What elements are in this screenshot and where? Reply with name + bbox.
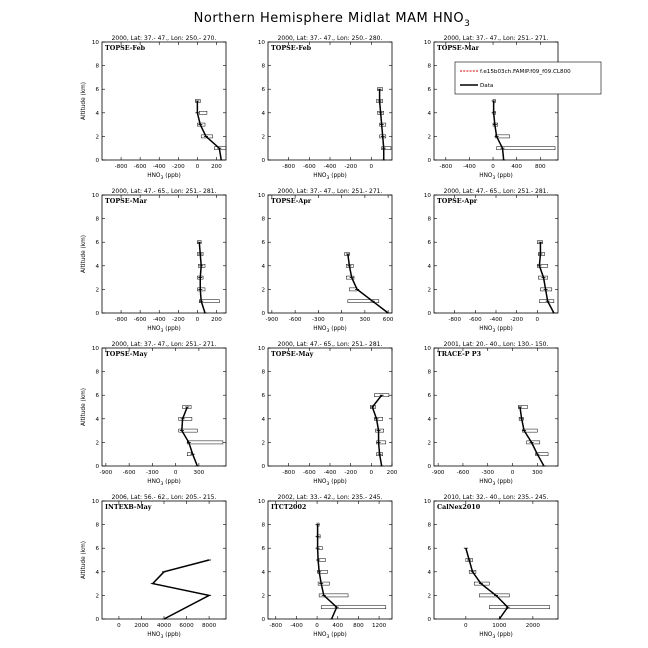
x-axis-label-subscript: 3 <box>160 176 164 181</box>
x-axis-label-text: HNO <box>313 632 327 638</box>
y-tick-label: 0 <box>427 158 431 164</box>
panel-header: 2000, Lat: 47.- 65., Lon: 251.- 281. <box>111 188 217 195</box>
x-tick-label: -400 <box>323 164 337 170</box>
y-tick-label: 6 <box>261 87 265 94</box>
x-axis-label-text: HNO <box>147 479 161 485</box>
y-tick-label: 10 <box>257 346 265 352</box>
x-axis-label-text: HNO <box>313 326 327 332</box>
panel-7 <box>81 341 226 487</box>
x-tick-label: -600 <box>288 317 302 323</box>
x-axis-label-text: HNO <box>479 326 493 332</box>
panel-campaign-label: CalNex2010 <box>437 503 481 511</box>
x-axis-label <box>147 632 181 640</box>
x-tick-label: 200 <box>211 164 222 170</box>
y-tick-label: 10 <box>423 346 431 352</box>
panel-header: 2006, Lat: 56.- 62., Lon: 205.- 215. <box>111 494 217 501</box>
y-tick-label: 10 <box>257 40 265 46</box>
y-tick-label: 8 <box>261 63 265 70</box>
y-tick-label: 0 <box>427 464 431 470</box>
x-axis-label <box>313 173 347 181</box>
y-tick-label: 2 <box>261 593 265 600</box>
x-tick-label: 2000 <box>134 623 149 629</box>
panel-5 <box>258 188 394 334</box>
x-axis-label-unit: (ppb) <box>163 326 181 332</box>
y-tick-label: 6 <box>261 240 265 247</box>
y-tick-label: 6 <box>95 393 99 400</box>
y-tick-label: 6 <box>427 87 431 94</box>
y-tick-label: 10 <box>257 499 265 505</box>
y-tick-label: 8 <box>261 216 265 223</box>
y-tick-label: 6 <box>427 546 431 553</box>
y-tick-label: 0 <box>427 617 431 623</box>
y-tick-label: 6 <box>427 393 431 400</box>
x-axis-label <box>479 479 513 487</box>
x-tick-label: -800 <box>114 317 128 323</box>
y-axis-label: Altitude (km) <box>81 540 87 580</box>
y-tick-label: 2 <box>427 440 431 447</box>
data-box <box>497 147 555 150</box>
panel-1 <box>81 35 226 181</box>
x-tick-label: 0 <box>339 317 344 323</box>
y-tick-label: 8 <box>95 216 99 223</box>
panel-campaign-label: TRACE-P P3 <box>437 350 482 358</box>
panel-2 <box>258 35 392 181</box>
x-axis-label-text: HNO <box>147 632 161 638</box>
y-axis-label: Altitude (km) <box>81 387 87 427</box>
y-tick-label: 8 <box>261 522 265 529</box>
y-tick-label: 2 <box>95 440 99 447</box>
x-axis-label-unit: (ppb) <box>163 173 181 179</box>
panel-campaign-label: INTEXB-May <box>105 503 152 511</box>
x-axis-label-text: HNO <box>313 479 327 485</box>
panel-campaign-label: ITCT2002 <box>271 503 307 511</box>
x-tick-label: -400 <box>152 164 166 170</box>
data-box <box>199 111 207 114</box>
data-profile-line <box>197 101 221 160</box>
x-tick-label: -900 <box>99 470 113 476</box>
plot-frame <box>102 348 226 466</box>
y-tick-label: 10 <box>423 40 431 46</box>
panel-campaign-label: TOPSE-Feb <box>105 44 146 52</box>
y-tick-label: 4 <box>261 569 265 576</box>
x-axis-label-subscript: 3 <box>326 176 330 181</box>
y-tick-label: 0 <box>261 464 265 470</box>
x-axis-label <box>147 479 181 487</box>
x-tick-label: -200 <box>344 470 358 476</box>
plot-frame <box>102 195 226 313</box>
y-tick-label: 0 <box>95 464 99 470</box>
y-tick-label: 4 <box>261 110 265 117</box>
x-tick-label: 6000 <box>179 623 194 629</box>
y-tick-label: 2 <box>95 134 99 141</box>
x-tick-label: 0 <box>173 470 178 476</box>
panel-campaign-label: TOPSE-Mar <box>105 197 147 205</box>
y-tick-label: 4 <box>95 110 99 117</box>
y-tick-label: 2 <box>95 593 99 600</box>
data-profile-line <box>182 407 198 466</box>
y-tick-label: 4 <box>95 569 99 576</box>
y-tick-label: 8 <box>261 369 265 376</box>
y-tick-label: 10 <box>423 193 431 199</box>
x-tick-label: -200 <box>344 164 358 170</box>
title-subscript: 3 <box>464 19 471 29</box>
x-tick-label: 0 <box>315 623 319 629</box>
x-axis-label-text: HNO <box>479 479 493 485</box>
panel-header: 2000, Lat: 37.- 47., Lon: 251.- 271. <box>111 341 217 348</box>
y-tick-label: 6 <box>261 546 265 553</box>
y-tick-label: 10 <box>257 193 265 199</box>
x-axis-label-subscript: 3 <box>160 482 164 487</box>
x-tick-label: -800 <box>282 470 296 476</box>
x-tick-label: 800 <box>534 164 546 170</box>
x-tick-label: -600 <box>468 317 482 323</box>
plot-frame <box>434 348 558 466</box>
data-box <box>187 453 191 456</box>
y-tick-label: 8 <box>427 369 431 376</box>
x-tick-label: 4000 <box>156 623 172 629</box>
panel-10 <box>81 494 226 640</box>
y-tick-label: 10 <box>91 346 99 352</box>
x-tick-label: -600 <box>133 164 147 170</box>
x-tick-label: -400 <box>489 317 503 323</box>
x-axis-label-unit: (ppb) <box>329 173 347 179</box>
y-tick-label: 6 <box>427 240 431 247</box>
plot-frame <box>434 501 558 619</box>
y-tick-label: 6 <box>95 87 99 94</box>
data-profile-line <box>520 407 544 466</box>
y-tick-label: 6 <box>95 546 99 553</box>
x-axis-label-subscript: 3 <box>160 635 164 640</box>
y-tick-label: 10 <box>91 40 99 46</box>
y-tick-label: 4 <box>427 569 431 576</box>
legend-model-label: f.e15b03ch.FAMIP.f09_f09.CL800 <box>480 69 571 75</box>
y-tick-label: 4 <box>261 263 265 270</box>
x-tick-label: -400 <box>323 470 337 476</box>
x-axis-label-unit: (ppb) <box>163 632 181 638</box>
x-tick-label: 300 <box>531 470 543 476</box>
x-tick-label: -600 <box>302 470 316 476</box>
x-axis-label <box>479 632 513 640</box>
y-tick-label: 4 <box>261 416 265 423</box>
y-tick-label: 0 <box>95 617 99 623</box>
x-tick-label: -600 <box>456 470 470 476</box>
x-tick-label: 2000 <box>525 623 540 629</box>
title-text: Northern Hemisphere Midlat MAM HNO <box>193 11 465 26</box>
plot-frame <box>102 42 226 160</box>
y-tick-label: 2 <box>427 287 431 294</box>
plot-frame <box>268 42 392 160</box>
x-tick-label: 400 <box>332 623 344 629</box>
panel-campaign-label: TOPSE-Apr <box>437 197 478 205</box>
legend-box <box>455 62 601 94</box>
x-tick-label: -600 <box>122 470 136 476</box>
x-axis-label-subscript: 3 <box>492 482 496 487</box>
x-tick-label: 0 <box>491 164 495 170</box>
x-tick-label: 200 <box>386 470 398 476</box>
panel-header: 2000, Lat: 47.- 65., Lon: 251.- 281. <box>443 188 549 195</box>
x-tick-label: 0 <box>510 470 515 476</box>
panel-header: 2002, Lat: 33.- 42., Lon: 235.- 245. <box>277 494 383 501</box>
x-tick-label: 300 <box>359 317 371 323</box>
x-axis-label-subscript: 3 <box>326 329 330 334</box>
x-tick-label: 0 <box>369 164 374 170</box>
x-tick-label: 200 <box>211 317 222 323</box>
x-tick-label: -800 <box>269 623 283 629</box>
x-axis-label-text: HNO <box>147 173 161 179</box>
x-tick-label: -800 <box>439 164 453 170</box>
x-tick-label: -600 <box>133 317 147 323</box>
y-tick-label: 8 <box>427 522 431 529</box>
x-axis-label-unit: (ppb) <box>495 632 513 638</box>
x-tick-label: 1000 <box>492 623 507 629</box>
y-axis-label: Altitude (km) <box>81 81 87 121</box>
panel-4 <box>81 188 226 334</box>
x-tick-label: 0 <box>195 317 200 323</box>
x-axis-label-text: HNO <box>479 632 493 638</box>
y-tick-label: 2 <box>95 287 99 294</box>
data-profile-line <box>494 101 504 160</box>
x-axis-label-unit: (ppb) <box>495 173 513 179</box>
y-tick-label: 2 <box>261 287 265 294</box>
x-tick-label: -300 <box>146 470 159 476</box>
data-profile-line <box>466 548 508 619</box>
panel-6 <box>424 188 558 334</box>
x-tick-label: -900 <box>265 317 279 323</box>
y-tick-label: 10 <box>91 499 99 505</box>
x-tick-label: -400 <box>463 164 476 170</box>
y-tick-label: 2 <box>427 593 431 600</box>
y-tick-label: 8 <box>427 216 431 223</box>
panel-campaign-label: TOPSE-Mar <box>437 44 479 52</box>
y-tick-label: 0 <box>261 617 265 623</box>
y-tick-label: 4 <box>427 263 431 270</box>
y-tick-label: 0 <box>427 311 431 317</box>
panel-header: 2000, Lat: 37.- 47., Lon: 250.- 280. <box>277 35 383 42</box>
y-tick-label: 4 <box>95 416 99 423</box>
y-tick-label: 8 <box>95 63 99 70</box>
x-axis-label-subscript: 3 <box>160 329 164 334</box>
x-tick-label: -600 <box>302 164 316 170</box>
data-box <box>187 441 223 444</box>
panel-header: 2000, Lat: 37.- 47., Lon: 250.- 270. <box>111 35 217 42</box>
y-tick-label: 4 <box>95 263 99 270</box>
legend <box>455 62 601 94</box>
panel-campaign-label: TOPSE-May <box>105 350 148 358</box>
panel-campaign-label: TOPSE-Feb <box>271 44 312 52</box>
plot-frame <box>268 195 392 313</box>
x-axis-label-text: HNO <box>313 173 327 179</box>
y-tick-label: 10 <box>91 193 99 199</box>
panel-header: 2000, Lat: 37.- 47., Lon: 251.- 271. <box>277 188 383 195</box>
x-axis-label-text: HNO <box>147 326 161 332</box>
x-tick-label: 8000 <box>201 623 217 629</box>
legend-data-label: Data <box>480 83 494 89</box>
x-tick-label: 300 <box>193 470 205 476</box>
x-tick-label: 600 <box>382 317 394 323</box>
data-profile-line <box>153 560 209 619</box>
panel-header: 2000, Lat: 37.- 47., Lon: 251.- 271. <box>443 35 549 42</box>
y-tick-label: 2 <box>261 134 265 141</box>
data-box <box>489 606 549 609</box>
x-tick-label: -900 <box>431 470 445 476</box>
y-axis-label: Altitude (km) <box>81 234 87 274</box>
x-tick-label: 0 <box>535 317 540 323</box>
y-tick-label: 8 <box>95 522 99 529</box>
x-tick-label: -800 <box>282 164 296 170</box>
panel-12 <box>424 494 558 640</box>
x-tick-label: 400 <box>511 164 523 170</box>
x-tick-label: -400 <box>152 317 166 323</box>
y-tick-label: 2 <box>427 134 431 141</box>
y-tick-label: 0 <box>261 311 265 317</box>
y-tick-label: 2 <box>261 440 265 447</box>
x-tick-label: -200 <box>171 317 185 323</box>
x-axis-label <box>313 479 347 487</box>
y-tick-label: 8 <box>427 63 431 70</box>
x-axis-label <box>313 326 347 334</box>
x-axis-label-unit: (ppb) <box>495 326 513 332</box>
panel-9 <box>424 341 558 487</box>
x-tick-label: -200 <box>510 317 524 323</box>
x-tick-label: -400 <box>290 623 303 629</box>
y-tick-label: 8 <box>95 369 99 376</box>
figure-title <box>194 11 471 29</box>
y-tick-label: 4 <box>427 110 431 117</box>
x-tick-label: 0 <box>464 623 468 629</box>
x-axis-label <box>479 326 513 334</box>
panel-3 <box>424 35 558 181</box>
panel-campaign-label: TOPSE-Apr <box>271 197 312 205</box>
y-tick-label: 0 <box>261 158 265 164</box>
x-axis-label-subscript: 3 <box>326 635 330 640</box>
x-axis-label-subscript: 3 <box>492 329 496 334</box>
x-tick-label: 0 <box>195 164 200 170</box>
x-tick-label: -800 <box>448 317 462 323</box>
x-axis-label-unit: (ppb) <box>495 479 513 485</box>
x-tick-label: -200 <box>171 164 185 170</box>
panel-header: 2001, Lat: 20.- 40., Lon: 130.- 150. <box>443 341 549 348</box>
panel-header: 2000, Lat: 47.- 65., Lon: 251.- 281. <box>277 341 383 348</box>
y-tick-label: 4 <box>427 416 431 423</box>
panel-8 <box>258 341 398 487</box>
y-tick-label: 10 <box>423 499 431 505</box>
x-axis-label-subscript: 3 <box>326 482 330 487</box>
x-axis-label <box>147 173 181 181</box>
x-axis-label-text: HNO <box>479 173 493 179</box>
panel-campaign-label: TOPSE-May <box>271 350 314 358</box>
y-tick-label: 6 <box>95 240 99 247</box>
x-tick-label: 800 <box>353 623 364 629</box>
x-axis-label-unit: (ppb) <box>329 326 347 332</box>
data-box <box>321 606 386 609</box>
data-profile-line <box>348 254 388 313</box>
x-tick-label: 0 <box>117 623 121 629</box>
x-axis-label-subscript: 3 <box>492 176 496 181</box>
x-tick-label: 1200 <box>371 623 387 629</box>
y-tick-label: 6 <box>261 393 265 400</box>
x-axis-label <box>479 173 513 181</box>
x-axis-label-subscript: 3 <box>492 635 496 640</box>
x-axis-label-unit: (ppb) <box>329 479 347 485</box>
x-axis-label-unit: (ppb) <box>163 479 181 485</box>
x-axis-label <box>313 632 347 640</box>
panel-11 <box>258 494 392 640</box>
x-tick-label: 0 <box>369 470 374 476</box>
x-tick-label: -300 <box>481 470 495 476</box>
plot-frame <box>434 42 558 160</box>
x-tick-label: -800 <box>114 164 128 170</box>
x-tick-label: -300 <box>312 317 325 323</box>
y-tick-label: 0 <box>95 311 99 317</box>
y-tick-label: 0 <box>95 158 99 164</box>
x-axis-label-unit: (ppb) <box>329 632 347 638</box>
panel-header: 2010, Lat: 32.- 40., Lon: 235.- 245. <box>443 494 549 501</box>
x-axis-label <box>147 326 181 334</box>
panels <box>81 35 558 640</box>
